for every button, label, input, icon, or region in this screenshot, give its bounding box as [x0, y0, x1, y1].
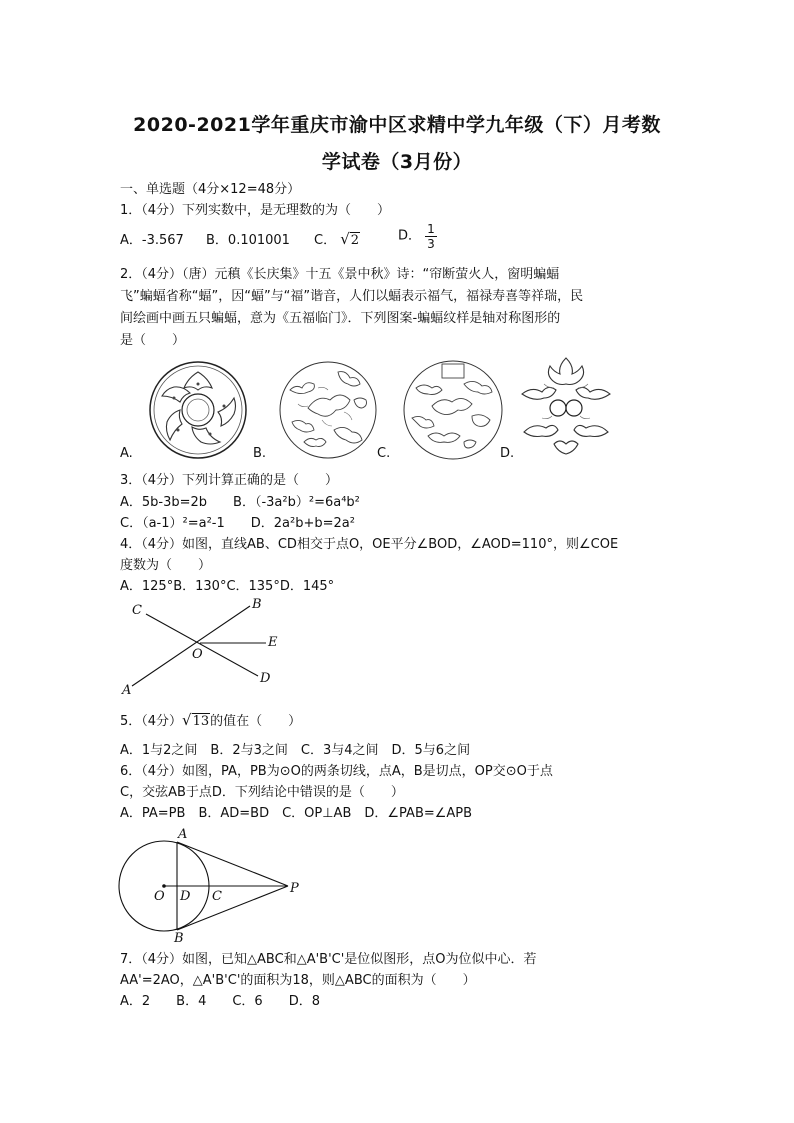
bat-pattern-b-image	[278, 360, 378, 460]
q4-label-c: C	[132, 603, 142, 618]
tangent-pa	[177, 842, 288, 886]
q4-label-b: B	[252, 597, 262, 612]
q1-option-b	[206, 232, 290, 250]
q4-label-e: E	[268, 635, 278, 650]
q6-label-p: P	[290, 881, 299, 896]
q6-options: A．PA=PB B．AD=BD C．OP⊥AB D．∠PAB=∠APB	[120, 806, 473, 821]
fraction	[425, 222, 437, 251]
q4-label-a: A	[122, 683, 132, 698]
q1-b-label: B．	[206, 233, 228, 248]
q2-label-d: D.	[500, 446, 515, 461]
q6-label-a: A	[178, 827, 188, 842]
q4-options: A．125°B．130°C．135°D．145°	[120, 579, 335, 594]
q1-b-value: 0.101001	[227, 233, 290, 248]
q7-options: A．2 B．4 C．6 D．8	[120, 994, 320, 1009]
q2-line4: 是（ ）	[120, 333, 186, 348]
q1-a-label: A．	[120, 233, 142, 248]
q5-tail: 的值在（ ）	[210, 714, 302, 729]
center-dot	[162, 884, 166, 888]
sqrt-symbol: √2	[340, 230, 360, 248]
q2-label-c: C.	[377, 446, 391, 461]
q2-line3: 间绘画中画五只蝙蝠，意为《五福临门》．下列图案-蝙蝠纹样是轴对称图形的	[120, 311, 561, 326]
q1-option-d	[398, 222, 437, 251]
q3-options-row2: C．（a-1）²=a²-1 D．2a²b+b=2a²	[120, 516, 355, 531]
bat-pattern-d-image	[514, 354, 618, 460]
q5-stem	[120, 711, 301, 731]
q1-d-numerator: 1	[427, 222, 435, 236]
q6-label-o: O	[154, 889, 165, 904]
q1-a-value: -3.567	[141, 233, 184, 248]
q7-line2: AA'=2AO，△A'B'C'的面积为18，则△ABC的面积为（ ）	[120, 973, 476, 988]
q3-stem: 3．（4分）下列计算正确的是（ ）	[120, 473, 339, 488]
line-cd	[146, 614, 258, 676]
q6-label-b: B	[174, 931, 184, 946]
q1-option-c	[314, 230, 360, 250]
q1-d-denominator: 3	[427, 237, 435, 251]
q7-line1: 7．（4分）如图，已知△ABC和△A'B'C'是位似图形，点O为位似中心．若	[120, 952, 537, 967]
q4-line1: 4．（4分）如图，直线AB、CD相交于点O，OE平分∠BOD，∠AOD=110°，则∠COE	[120, 537, 619, 552]
q4-label-o: O	[192, 647, 203, 662]
q2-label-b: B.	[253, 446, 267, 461]
paper-title-line2: 学试卷（3月份）	[321, 151, 473, 173]
q6-label-d: D	[180, 889, 191, 904]
q6-line2: C，交弦AB于点D．下列结论中错误的是（ ）	[120, 785, 404, 800]
q6-tangent-circle-figure	[112, 824, 312, 948]
q5-radicand: 13	[192, 714, 210, 729]
q4-line2: 度数为（ ）	[120, 558, 212, 573]
sqrt-symbol: √13	[182, 711, 210, 729]
section-heading: 一、单选题（4分×12=48分）	[120, 182, 301, 197]
q1-c-radicand: 2	[350, 233, 360, 248]
q2-line1: 2．（4分）（唐）元稹《长庆集》十五《景中秋》诗：“帘断萤火人，窗明蝙蝠	[120, 267, 560, 282]
q5-options: A．1与2之间 B．2与3之间 C．3与4之间 D．5与6之间	[120, 743, 471, 758]
bat-pattern-c-image	[402, 358, 504, 462]
q1-option-a	[120, 232, 184, 250]
q4-label-d: D	[260, 671, 271, 686]
q3-options-row1: A．5b-3b=2b B．（-3a²b）²=6a⁴b²	[120, 495, 360, 510]
q4-intersecting-lines-figure	[118, 596, 288, 700]
bat-pattern-a-image	[148, 360, 248, 460]
q1-c-label: C．	[314, 233, 337, 248]
q1-stem: 1．（4分）下列实数中，是无理数的为（ ）	[120, 203, 391, 218]
tangent-pb	[177, 886, 288, 930]
q2-label-a: A.	[120, 446, 133, 461]
q1-d-label: D．	[398, 228, 422, 244]
q5-number: 5．（4分）	[120, 714, 183, 729]
line-ab	[132, 606, 250, 686]
q6-label-c: C	[212, 889, 222, 904]
q2-line2: 飞”蝙蝠省称“蝠”，因“蝠”与“福”谐音，人们以蝠表示福气，福禄寿喜等祥瑞，民	[120, 289, 584, 304]
paper-title-line1: 2020-2021学年重庆市渝中区求精中学九年级（下）月考数	[133, 114, 661, 136]
q6-line1: 6．（4分）如图，PA，PB为⊙O的两条切线，点A，B是切点，OP交⊙O于点	[120, 764, 553, 779]
